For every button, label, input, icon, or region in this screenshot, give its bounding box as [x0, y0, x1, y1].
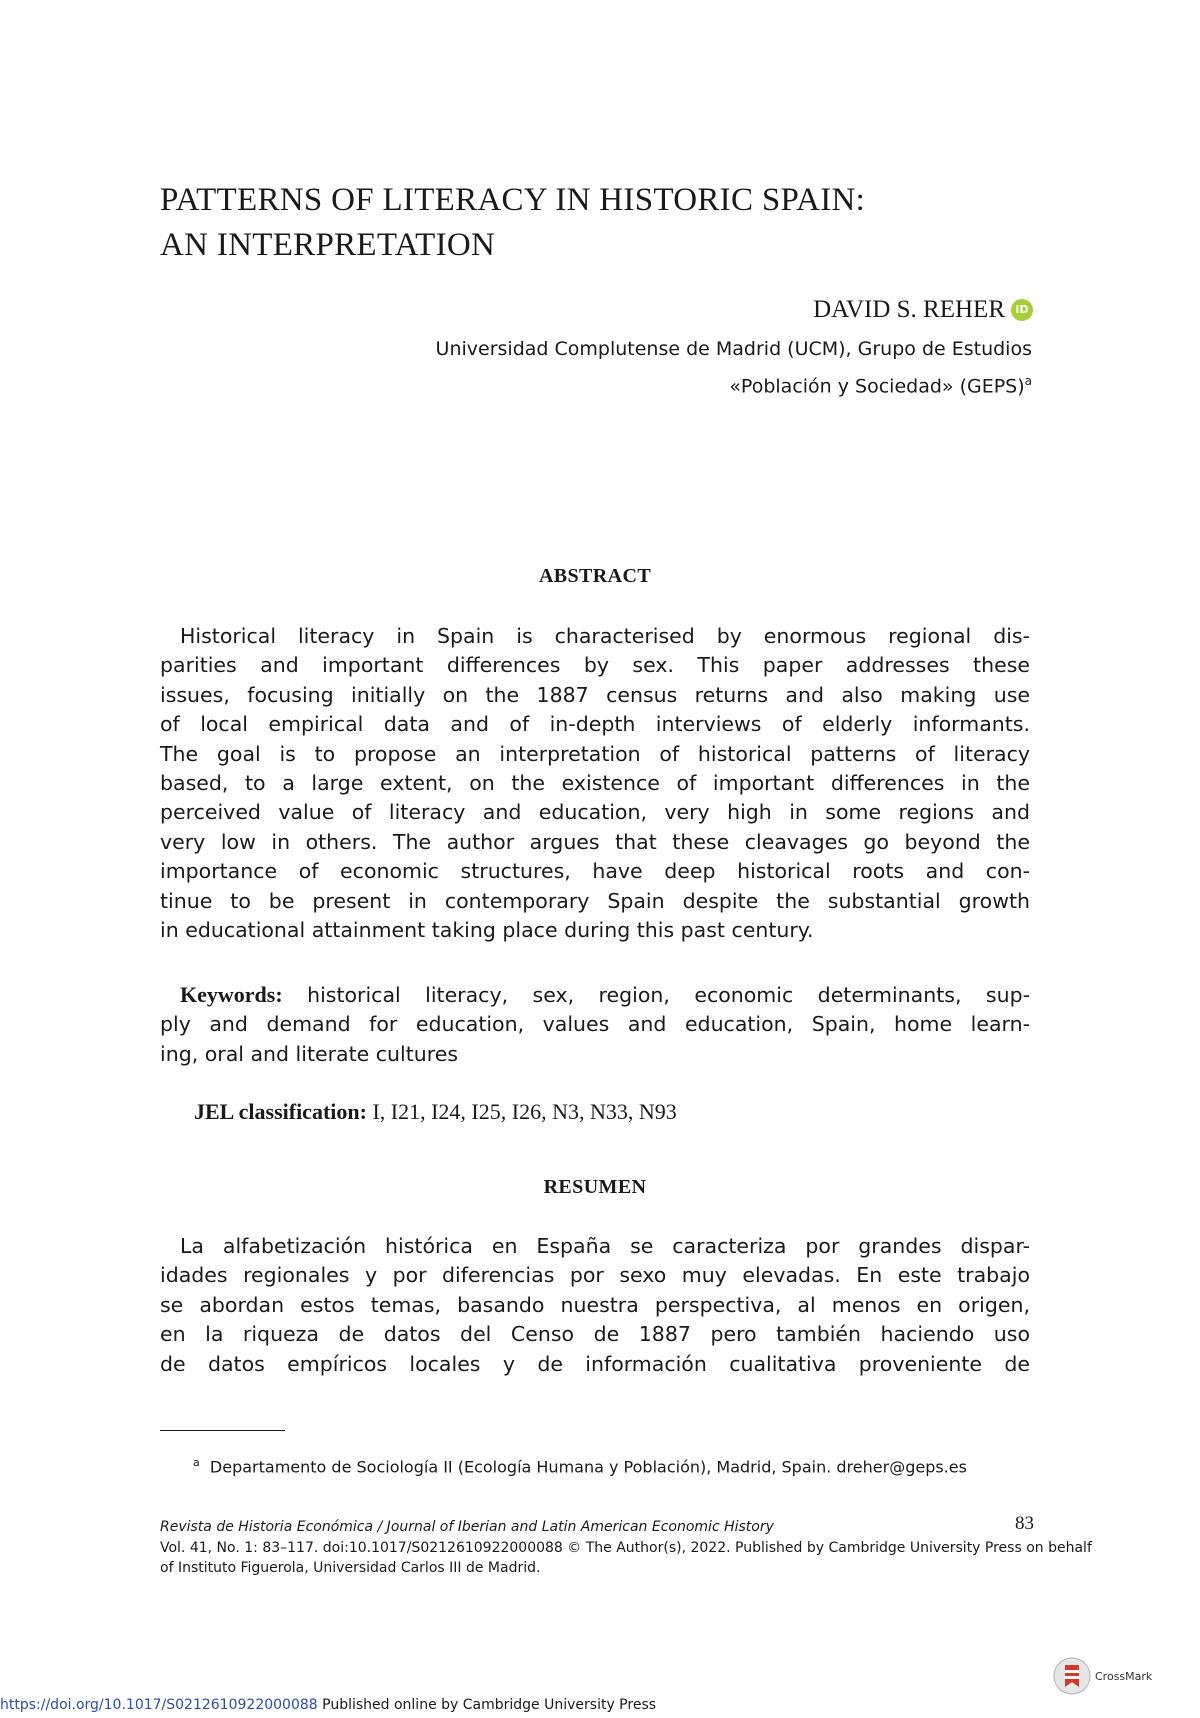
abstract-line: of local empirical data and of in-depth interviews of elderly informants. — [160, 712, 1030, 737]
abstract-line: Historical literacy in Spain is characterised by enormous regional dis- — [180, 624, 1030, 648]
published-online-text: Published online by Cambridge University Press — [317, 1697, 657, 1713]
resumen-line: de datos empíricos locales y de información cualitativa proveniente de — [160, 1351, 1030, 1376]
footnote-mark: a — [193, 1456, 200, 1469]
abstract-line: parities and important differences by sex. This paper addresses these — [160, 653, 1030, 678]
resumen-line: La alfabetización histórica en España se caracteriza por grandes dispar- — [180, 1234, 1030, 1258]
keywords-line: historical literacy, sex, region, economic determinants, sup- — [282, 983, 1030, 1007]
resumen-body — [160, 1232, 1030, 1379]
publication-info-line-1: Vol. 41, No. 1: 83–117. doi:10.1017/S0212610922000088 © The Author(s), 2022. Published by Cambridge University Press on behalf — [160, 1540, 1092, 1556]
author-name: DAVID S. REHER — [813, 296, 1005, 323]
crossmark-icon — [1053, 1657, 1091, 1695]
jel-codes: I, I21, I24, I25, I26, N3, N33, N93 — [366, 1099, 677, 1124]
resumen-heading: RESUMEN — [543, 1176, 647, 1198]
doi-link[interactable]: https://doi.org/10.1017/S0212610922000088 — [0, 1697, 318, 1713]
abstract-body — [160, 622, 1030, 945]
footnote-divider — [160, 1430, 285, 1431]
abstract-line: in educational attainment taking place during this past century. — [160, 918, 814, 943]
crossmark-label: CrossMark — [1095, 1669, 1153, 1683]
keywords-label: Keywords: — [180, 982, 283, 1007]
publication-info — [160, 1538, 1092, 1578]
abstract-line: issues, focusing initially on the 1887 census returns and also making use — [160, 682, 1030, 707]
abstract-line: perceived value of literacy and education, very high in some regions and — [160, 800, 1030, 825]
keywords-line: ply and demand for education, values and education, Spain, home learn- — [160, 1012, 1030, 1037]
jel-classification — [194, 1097, 677, 1127]
orcid-icon[interactable]: iD — [1011, 299, 1033, 321]
affiliation-line-1: Universidad Complutense de Madrid (UCM), Grupo de Estudios — [435, 338, 1032, 360]
keywords — [160, 980, 1030, 1069]
abstract-line: based, to a large extent, on the existence of important differences in the — [160, 771, 1030, 796]
abstract-line: tinue to be present in contemporary Spain despite the substantial growth — [160, 888, 1030, 913]
affiliation-footnote-mark[interactable]: a — [1024, 374, 1032, 388]
page-number: 83 — [1015, 1513, 1034, 1534]
abstract-line: The goal is to propose an interpretation of historical patterns of literacy — [160, 741, 1030, 766]
title-line-1: PATTERNS OF LITERACY IN HISTORIC SPAIN: — [160, 182, 866, 218]
footnote-text: Departamento de Sociología II (Ecología Humana y Población), Madrid, Spain. dreher@geps.es — [209, 1457, 967, 1477]
jel-label: JEL classification: — [194, 1099, 367, 1124]
source-bar — [0, 1695, 656, 1715]
article-title — [160, 178, 1060, 268]
footnote — [193, 1452, 1033, 1478]
abstract-line: importance of economic structures, have deep historical roots and con- — [160, 859, 1030, 884]
resumen-line: idades regionales y por diferencias por sexo muy elevadas. En este trabajo — [160, 1263, 1030, 1288]
title-line-2: AN INTERPRETATION — [160, 227, 496, 263]
crossmark-badge[interactable] — [1053, 1657, 1152, 1695]
affiliation — [436, 333, 1032, 402]
author-line — [813, 294, 1033, 326]
resumen-line: se abordan estos temas, basando nuestra perspectiva, al menos en origen, — [160, 1292, 1030, 1317]
journal-name: Revista de Historia Económica / Journal of Iberian and Latin American Economic History — [160, 1519, 774, 1535]
affiliation-line-2: «Población y Sociedad» (GEPS)$^a$ — [729, 374, 1032, 398]
abstract-line: very low in others. The author argues that these cleavages go beyond the — [160, 829, 1030, 854]
keywords-line: ing, oral and literate cultures — [160, 1041, 459, 1066]
abstract-heading: ABSTRACT — [538, 565, 652, 587]
publication-info-line-2: of Instituto Figuerola, Universidad Carlos III de Madrid. — [160, 1560, 541, 1576]
resumen-line: en la riqueza de datos del Censo de 1887 pero también haciendo uso — [160, 1322, 1030, 1347]
